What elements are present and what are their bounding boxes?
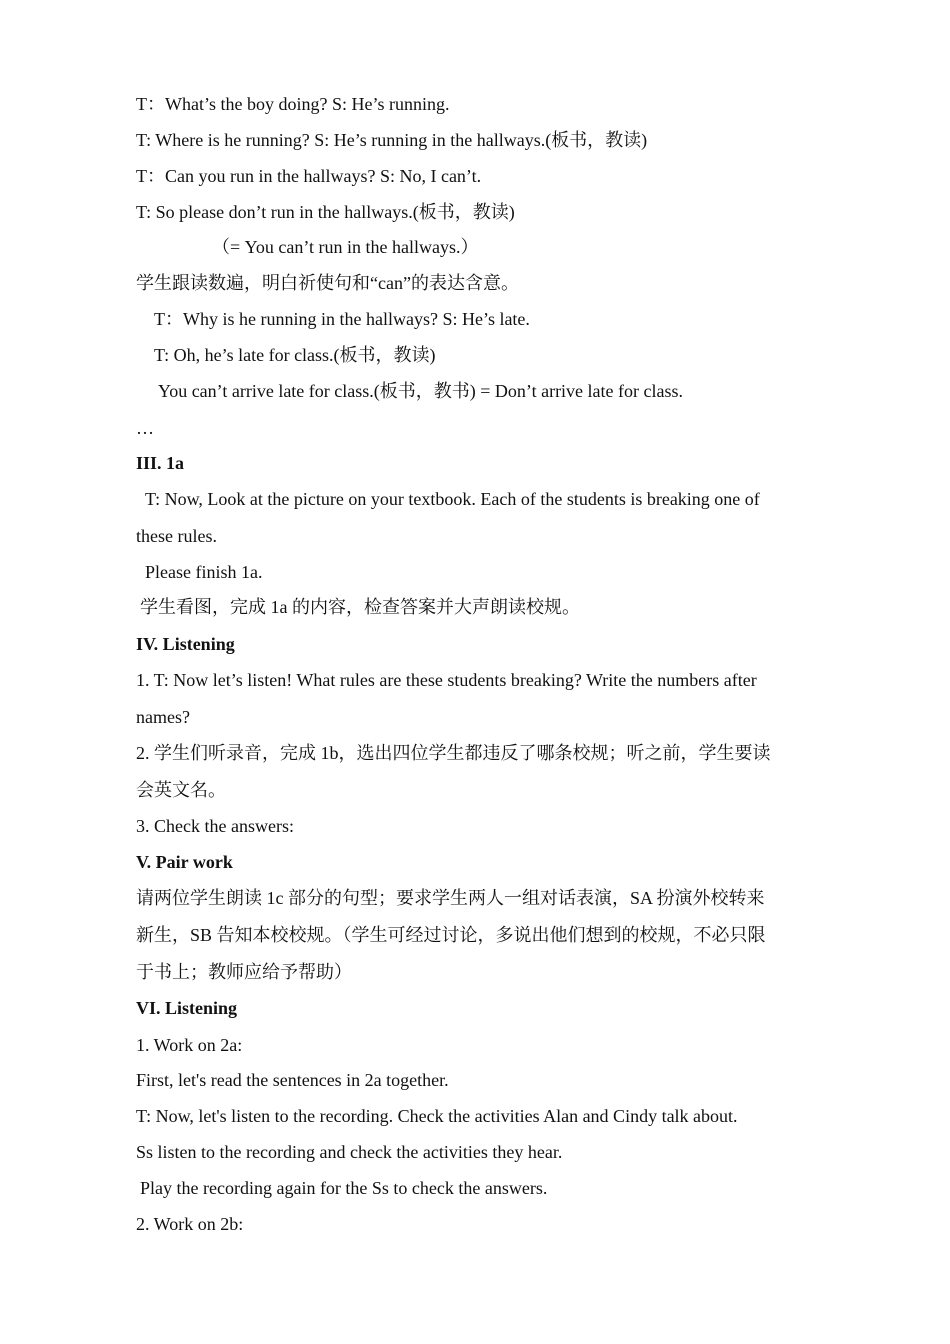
body-line: Play the recording again for the Ss to check the answers. (140, 1178, 548, 1198)
body-line: T: Now, Look at the picture on your textbook. Each of the students is breaking one of (145, 489, 760, 509)
body-line: Please finish 1a. (145, 562, 263, 582)
dialogue-line: （= You can’t run in the hallways.） (212, 237, 479, 257)
body-line: 3. Check the answers: (136, 816, 294, 836)
body-line: names? (136, 707, 190, 727)
instruction-line: 学生跟读数遍，明白祈使句和“can”的表达含意。 (136, 273, 519, 293)
body-line: 1. Work on 2a: (136, 1035, 243, 1055)
dialogue-line: T：What’s the boy doing? S: He’s running. (136, 94, 450, 114)
dialogue-line: T：Can you run in the hallways? S: No, I can’t. (136, 166, 482, 186)
section-heading: IV. Listening (136, 634, 235, 654)
dialogue-line: You can’t arrive late for class.(板书，教书) = Don’t arrive late for class. (158, 381, 684, 401)
dialogue-line: T: So please don’t run in the hallways.(板书，教读) (136, 202, 515, 222)
instruction-line: 请两位学生朗读 1c 部分的句型；要求学生两人一组对话表演，SA 扮演外校转来 (136, 888, 765, 908)
body-line: Ss listen to the recording and check the activities they hear. (136, 1142, 563, 1162)
dialogue-line: T: Where is he running? S: He’s running in the hallways.(板书，教读) (136, 130, 648, 150)
instruction-line: 于书上；教师应给予帮助） (136, 962, 352, 982)
body-line: First, let's read the sentences in 2a together. (136, 1070, 449, 1090)
dialogue-line: T: Oh, he’s late for class.(板书，教读) (154, 345, 436, 365)
ellipsis: … (136, 418, 154, 438)
instruction-line: 学生看图，完成 1a 的内容，检查答案并大声朗读校规。 (140, 597, 580, 617)
body-line: 1. T: Now let’s listen! What rules are these students breaking? Write the numbers after (136, 670, 757, 690)
section-heading: VI. Listening (136, 998, 238, 1018)
section-heading: V. Pair work (136, 852, 233, 872)
instruction-line: 新生，SB 告知本校校规。（学生可经过讨论，多说出他们想到的校规，不必只限 (136, 925, 766, 945)
instruction-line: 会英文名。 (136, 780, 226, 800)
instruction-line: 2. 学生们听录音，完成 1b，选出四位学生都违反了哪条校规；听之前，学生要读 (136, 743, 771, 763)
body-line: these rules. (136, 526, 217, 546)
section-heading: III. 1a (136, 453, 185, 473)
body-line: 2. Work on 2b: (136, 1214, 244, 1234)
dialogue-line: T：Why is he running in the hallways? S: He’s late. (154, 309, 530, 329)
body-line: T: Now, let's listen to the recording. Check the activities Alan and Cindy talk about. (136, 1106, 738, 1126)
